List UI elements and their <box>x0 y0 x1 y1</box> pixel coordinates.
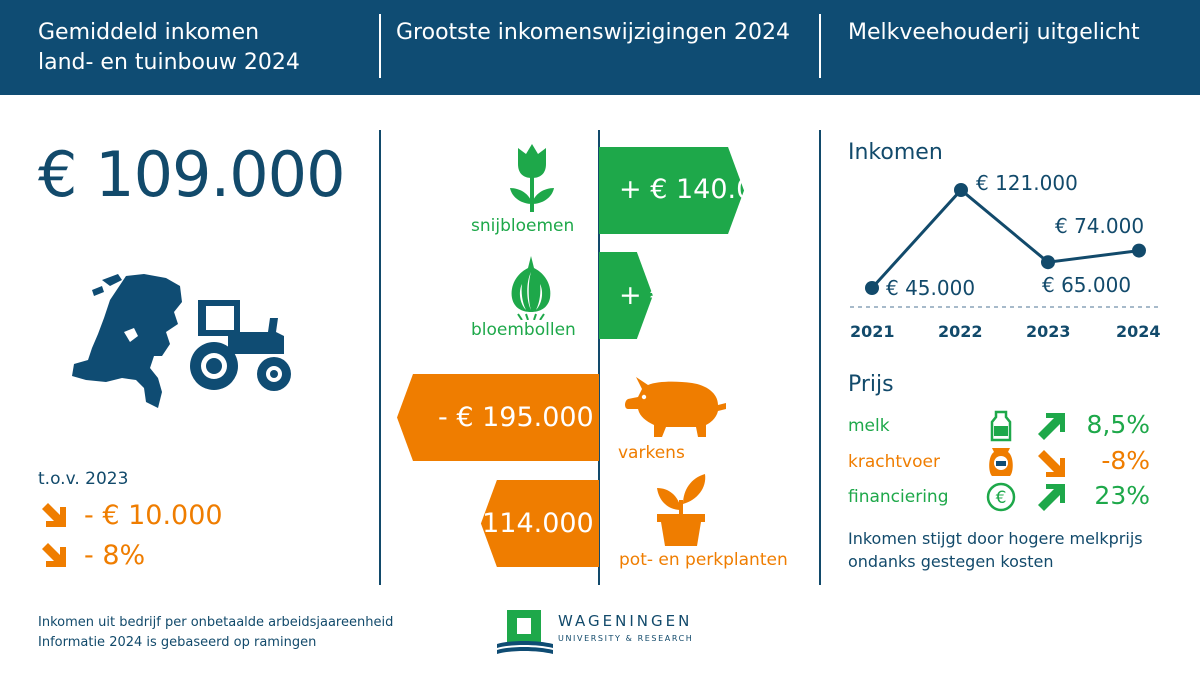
header-income-title <box>38 18 300 78</box>
arrow-down-right-icon <box>1036 448 1066 478</box>
price-name-financiering: financiering <box>848 487 949 507</box>
price-section-title: Prijs <box>848 372 894 397</box>
average-income-amount: € 109.000 <box>38 138 345 211</box>
price-row-financiering <box>848 481 1168 515</box>
netherlands-map-icon <box>62 272 190 412</box>
header-divider <box>379 14 381 78</box>
income-point-2021 <box>865 281 879 295</box>
change-percent-value: - 8% <box>84 539 146 571</box>
svg-text:€: € <box>995 488 1007 508</box>
year-label-2024: 2024 <box>1116 322 1161 341</box>
income-chart-title: Inkomen <box>848 140 943 165</box>
arrow-up-right-icon <box>1036 412 1066 442</box>
footer-note-line2: Informatie 2024 is gebaseerd op ramingen <box>38 635 317 650</box>
sector-label-varkens: varkens <box>618 443 685 463</box>
bar-value-varkens: - € 195.000 <box>438 402 594 433</box>
price-row-krachtvoer <box>848 446 1168 480</box>
tulip-icon <box>508 142 556 214</box>
price-row-melk <box>848 410 1168 444</box>
change-absolute-value: - € 10.000 <box>84 499 223 531</box>
price-name-melk: melk <box>848 416 890 436</box>
footer-note-line1: Inkomen uit bedrijf per onbetaalde arbeidsjaareenheid <box>38 615 394 630</box>
bar-value-pot-en-perkplanten: - € 114.000 <box>438 508 594 539</box>
header-income-title-line2: land- en tuinbouw 2024 <box>38 50 300 75</box>
change-absolute-row <box>38 497 223 533</box>
point-label-2024: € 74.000 <box>1055 214 1145 238</box>
feed-bag-icon <box>986 446 1016 478</box>
logo-subtitle: UNIVERSITY & RESEARCH <box>558 634 694 643</box>
header-dairy-title: Melkveehouderij uitgelicht <box>848 20 1140 45</box>
potted-plant-icon <box>653 470 709 546</box>
footer-notes <box>38 613 393 653</box>
arrow-down-right-icon <box>38 539 70 571</box>
year-label-2021: 2021 <box>850 322 895 341</box>
change-percent-row <box>38 537 145 573</box>
dairy-income-note: Inkomen stijgt door hogere melkprijs ondanks gestegen kosten <box>848 529 1143 571</box>
point-label-2022: € 121.000 <box>976 171 1078 195</box>
income-point-2022 <box>954 183 968 197</box>
price-value-melk: 8,5% <box>1086 410 1150 439</box>
arrow-down-right-icon <box>38 499 70 531</box>
bulb-icon <box>506 254 556 320</box>
sector-label-pot-en-perkplanten: pot- en perkplanten <box>619 550 788 570</box>
point-label-2023: € 65.000 <box>1042 273 1132 297</box>
price-value-krachtvoer: -8% <box>1101 446 1150 475</box>
point-label-2021: € 45.000 <box>886 276 976 300</box>
header-changes-title: Grootste inkomenswijzigingen 2024 <box>396 20 790 45</box>
tractor-icon <box>184 296 296 392</box>
sector-label-bloembollen: bloembollen <box>471 320 576 340</box>
price-name-krachtvoer: krachtvoer <box>848 452 940 472</box>
income-point-2023 <box>1041 255 1055 269</box>
year-label-2023: 2023 <box>1026 322 1071 341</box>
compared-to-2023-label: t.o.v. 2023 <box>38 469 129 489</box>
header-income-title-line1: Gemiddeld inkomen <box>38 20 260 45</box>
bar-value-snijbloemen: + € 140.000 <box>619 174 788 205</box>
logo-name: WAGENINGEN <box>558 612 693 630</box>
sector-label-snijbloemen: snijbloemen <box>471 216 575 236</box>
euro-coin-icon <box>986 481 1016 513</box>
header-divider <box>819 14 821 78</box>
bar-value-bloembollen: + € 52.000 <box>619 280 771 311</box>
year-label-2022: 2022 <box>938 322 983 341</box>
arrow-up-right-icon <box>1036 483 1066 513</box>
income-point-2024 <box>1132 244 1146 258</box>
price-value-financiering: 23% <box>1094 481 1150 510</box>
milk-bottle-icon <box>986 410 1016 442</box>
pig-icon <box>622 375 728 439</box>
wageningen-logo-icon <box>497 608 553 656</box>
header-bar <box>0 0 1200 95</box>
